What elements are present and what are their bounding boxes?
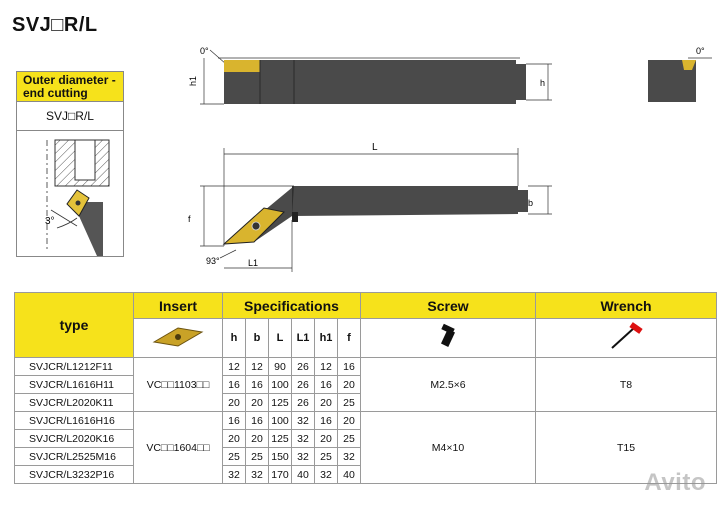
cell-h: 16 xyxy=(223,376,246,394)
cell-f: 16 xyxy=(338,358,361,376)
cell-L1: 32 xyxy=(292,412,315,430)
cell-L: 170 xyxy=(269,466,292,484)
insert-code-2: VC□□1604□□ xyxy=(134,412,223,484)
screw-spec-2: M4×10 xyxy=(361,412,536,484)
insert-screw-main xyxy=(252,222,260,230)
wrench-header: Wrench xyxy=(536,293,717,319)
cell-b: 20 xyxy=(246,394,269,412)
cell-L1: 40 xyxy=(292,466,315,484)
cell-f: 40 xyxy=(338,466,361,484)
cell-h1: 12 xyxy=(315,358,338,376)
side-angle-label: 0° xyxy=(696,46,705,56)
cell-b: 12 xyxy=(246,358,269,376)
cell-h: 20 xyxy=(223,394,246,412)
screw-icon xyxy=(433,322,463,352)
screw-spec-1: M2.5×6 xyxy=(361,358,536,412)
cell-h1: 20 xyxy=(315,430,338,448)
cell-h1: 20 xyxy=(315,394,338,412)
cell-h: 25 xyxy=(223,448,246,466)
cell-L: 90 xyxy=(269,358,292,376)
technical-drawing xyxy=(180,36,720,286)
cell-L: 150 xyxy=(269,448,292,466)
cell-f: 32 xyxy=(338,448,361,466)
col-L1: L1 xyxy=(292,319,315,358)
table-row-type: SVJCR/L1212F11 xyxy=(15,358,134,376)
page-title: SVJ□R/L xyxy=(12,14,98,36)
cell-h: 16 xyxy=(223,412,246,430)
table-row-type: SVJCR/L2020K16 xyxy=(15,430,134,448)
cell-L: 100 xyxy=(269,376,292,394)
b-label: b xyxy=(528,198,534,208)
cell-h: 20 xyxy=(223,430,246,448)
application-heading: Outer diameter -end cutting xyxy=(17,72,123,102)
cell-b: 25 xyxy=(246,448,269,466)
cell-b: 32 xyxy=(246,466,269,484)
L1-label: L1 xyxy=(248,258,259,268)
cell-f: 25 xyxy=(338,394,361,412)
col-f: f xyxy=(338,319,361,358)
col-h: h xyxy=(223,319,246,358)
cell-L: 100 xyxy=(269,412,292,430)
cell-L1: 32 xyxy=(292,448,315,466)
cell-b: 20 xyxy=(246,430,269,448)
insert-screw-small xyxy=(76,201,81,206)
col-L: L xyxy=(269,319,292,358)
cell-L: 125 xyxy=(269,430,292,448)
application-code: SVJ□R/L xyxy=(17,102,123,131)
col-b: b xyxy=(246,319,269,358)
watermark-logo: Avito xyxy=(644,469,706,496)
workpiece-bore xyxy=(75,140,95,180)
insert-top-view xyxy=(224,60,260,72)
cell-b: 16 xyxy=(246,412,269,430)
tool-top-view xyxy=(224,60,516,104)
wrench-image-cell xyxy=(536,319,717,358)
cell-L1: 26 xyxy=(292,358,315,376)
specifications-header: Specifications xyxy=(223,293,361,319)
cell-b: 16 xyxy=(246,376,269,394)
screw-header: Screw xyxy=(361,293,536,319)
cell-h1: 16 xyxy=(315,376,338,394)
insert-header: Insert xyxy=(134,293,223,319)
cell-h1: 25 xyxy=(315,448,338,466)
h-label: h xyxy=(540,78,546,88)
insert-code-1: VC□□1103□□ xyxy=(134,358,223,412)
insert-icon xyxy=(148,324,208,350)
table-row-type: SVJCR/L1616H11 xyxy=(15,376,134,394)
table-row-type: SVJCR/L3232P16 xyxy=(15,466,134,484)
cell-h1: 32 xyxy=(315,466,338,484)
cell-h: 12 xyxy=(223,358,246,376)
table-row-type: SVJCR/L2525M16 xyxy=(15,448,134,466)
insert-image-cell xyxy=(134,319,223,358)
table-row-type: SVJCR/L1616H16 xyxy=(15,412,134,430)
cell-L: 125 xyxy=(269,394,292,412)
angle-93-label: 93° xyxy=(206,256,220,266)
spec-table xyxy=(14,292,717,484)
wrench-spec-1: T8 xyxy=(536,358,717,412)
screw-image-cell xyxy=(361,319,536,358)
wrench-icon xyxy=(608,322,644,352)
cell-L1: 26 xyxy=(292,376,315,394)
cell-f: 20 xyxy=(338,412,361,430)
cell-f: 20 xyxy=(338,376,361,394)
cutting-illustration xyxy=(17,132,123,256)
h1-label: h1 xyxy=(188,75,198,86)
top-angle-label: 0° xyxy=(200,46,209,56)
type-header: type xyxy=(15,293,134,358)
application-label-box xyxy=(16,71,124,257)
L-label: L xyxy=(372,142,378,153)
wrench-spec-2: T15 xyxy=(536,412,717,484)
cell-h: 32 xyxy=(223,466,246,484)
table-row-type: SVJCR/L2020K11 xyxy=(15,394,134,412)
cell-L1: 26 xyxy=(292,394,315,412)
f-label: f xyxy=(188,214,191,224)
angle-label: 3° xyxy=(45,216,55,227)
cell-h1: 16 xyxy=(315,412,338,430)
cell-L1: 32 xyxy=(292,430,315,448)
cell-f: 25 xyxy=(338,430,361,448)
col-h1: h1 xyxy=(315,319,338,358)
